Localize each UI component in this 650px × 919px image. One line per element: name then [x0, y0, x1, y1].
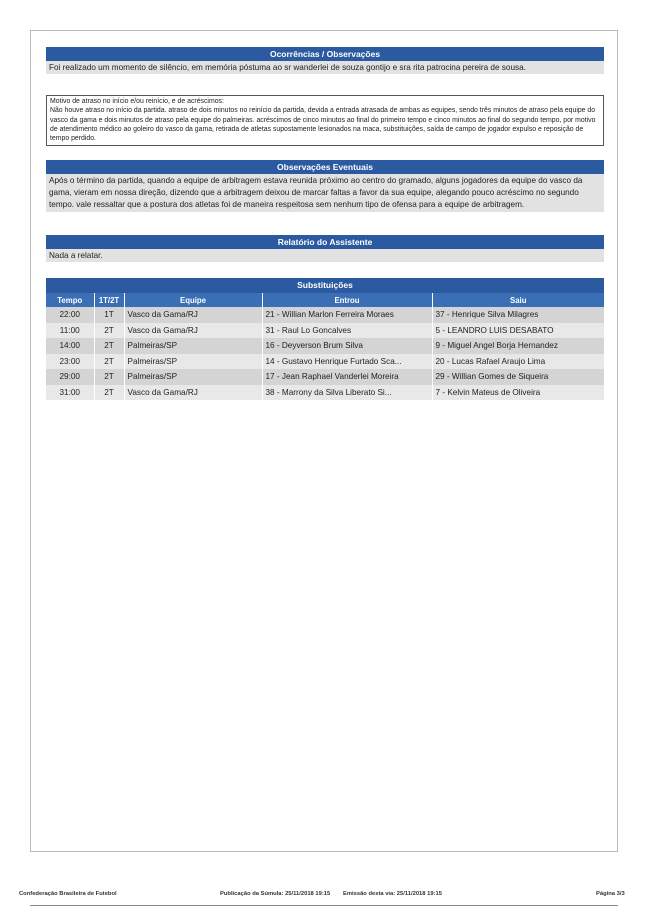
cell-periodo: 2T — [94, 385, 124, 401]
col-header-equipe: Equipe — [124, 293, 262, 307]
substituicoes-title: Substituições — [46, 278, 604, 293]
cell-entrou: 38 - Marrony da Silva Liberato Si... — [262, 385, 432, 401]
col-header-tempo: Tempo — [46, 293, 94, 307]
atraso-section — [46, 95, 604, 146]
table-row — [46, 307, 604, 323]
substituicoes-table — [46, 293, 604, 400]
table-row — [46, 323, 604, 339]
atraso-text: Não houve atraso no início da partida. atraso de dois minutos no reinício da partida, devida a entrada atrasada de ambas as equipes, sendo três minutos de atraso pela equipe do vasco da gama e dois minutos de atraso pela equipe do palmeiras. acréscimos de cinco minutos ao final do primeiro tempo e cinco minutos ao final do segundo tempo, por motivo de atendimento médico ao goleiro do vasco da gama, retirada de atletas supostamente lesionados na maca, substituições, saída de campo de jogador expulso e reposição de tempo perdido. — [50, 107, 596, 143]
assistente-title: Relatório do Assistente — [46, 235, 604, 249]
atraso-box — [46, 95, 604, 146]
ocorrencias-text: Foi realizado um momento de silêncio, em memória póstuma ao sr wanderlei de souza gontijo e sra rita patrocina pereira de sousa. — [46, 61, 604, 74]
table-row — [46, 338, 604, 354]
col-header-entrou: Entrou — [262, 293, 432, 307]
cell-saiu: 37 - Henrique Silva Milagres — [432, 307, 604, 323]
table-row — [46, 369, 604, 385]
table-header-row — [46, 293, 604, 307]
footer-divider — [30, 905, 618, 906]
col-header-saiu: Saiu — [432, 293, 604, 307]
footer-org: Confederação Brasileira de Futebol — [19, 891, 117, 897]
cell-equipe: Palmeiras/SP — [124, 354, 262, 370]
footer-pagina: Página 3/3 — [596, 891, 625, 897]
col-header-periodo: 1T/2T — [94, 293, 124, 307]
eventuais-title: Observações Eventuais — [46, 160, 604, 174]
footer-publicacao: Publicação da Súmula: 25/11/2018 19:15 — [220, 891, 331, 897]
cell-periodo: 1T — [94, 307, 124, 323]
cell-saiu: 20 - Lucas Rafael Araujo Lima — [432, 354, 604, 370]
table-row — [46, 385, 604, 401]
cell-entrou: 17 - Jean Raphael Vanderlei Moreira — [262, 369, 432, 385]
cell-equipe: Palmeiras/SP — [124, 369, 262, 385]
assistente-section — [46, 235, 604, 262]
cell-periodo: 2T — [94, 338, 124, 354]
ocorrencias-section — [46, 47, 604, 74]
ocorrencias-title: Ocorrências / Observações — [46, 47, 604, 61]
cell-periodo: 2T — [94, 354, 124, 370]
cell-entrou: 31 - Raul Lo Goncalves — [262, 323, 432, 339]
cell-equipe: Vasco da Gama/RJ — [124, 307, 262, 323]
cell-tempo: 22:00 — [46, 307, 94, 323]
eventuais-section — [46, 160, 604, 212]
table-row — [46, 354, 604, 370]
page-frame — [30, 30, 618, 852]
atraso-heading: Motivo de atraso no início e/ou reinício, e de acréscimos: — [50, 98, 224, 105]
assistente-text: Nada a relatar. — [46, 249, 604, 262]
eventuais-text: Após o término da partida, quando a equipe de arbitragem estava reunida próximo ao centro do gramado, alguns jogadores da equipe do vasco da gama, vieram em nossa direção, dizendo que a arbitragem deixou de marcar faltas a favor da sua equipe, alegando pouco acréscimo no segundo tempo. vale ressaltar que a postura dos atletas foi de maneira respeitosa sem nenhum tipo de ofensa para a equipe de arbitragem. — [46, 174, 604, 212]
cell-entrou: 21 - Willian Marlon Ferreira Moraes — [262, 307, 432, 323]
cell-equipe: Vasco da Gama/RJ — [124, 323, 262, 339]
cell-tempo: 11:00 — [46, 323, 94, 339]
cell-tempo: 31:00 — [46, 385, 94, 401]
cell-entrou: 16 - Deyverson Brum Silva — [262, 338, 432, 354]
cell-tempo: 29:00 — [46, 369, 94, 385]
footer-emissao: Emissão desta via: 25/11/2018 19:15 — [343, 891, 442, 897]
cell-saiu: 5 - LEANDRO LUIS DESABATO — [432, 323, 604, 339]
cell-tempo: 14:00 — [46, 338, 94, 354]
cell-saiu: 29 - Willian Gomes de Siqueira — [432, 369, 604, 385]
cell-saiu: 9 - Miguel Angel Borja Hernandez — [432, 338, 604, 354]
cell-saiu: 7 - Kelvin Mateus de Oliveira — [432, 385, 604, 401]
cell-entrou: 14 - Gustavo Henrique Furtado Sca... — [262, 354, 432, 370]
cell-periodo: 2T — [94, 323, 124, 339]
substituicoes-section — [46, 278, 604, 400]
cell-equipe: Vasco da Gama/RJ — [124, 385, 262, 401]
cell-periodo: 2T — [94, 369, 124, 385]
cell-tempo: 23:00 — [46, 354, 94, 370]
cell-equipe: Palmeiras/SP — [124, 338, 262, 354]
